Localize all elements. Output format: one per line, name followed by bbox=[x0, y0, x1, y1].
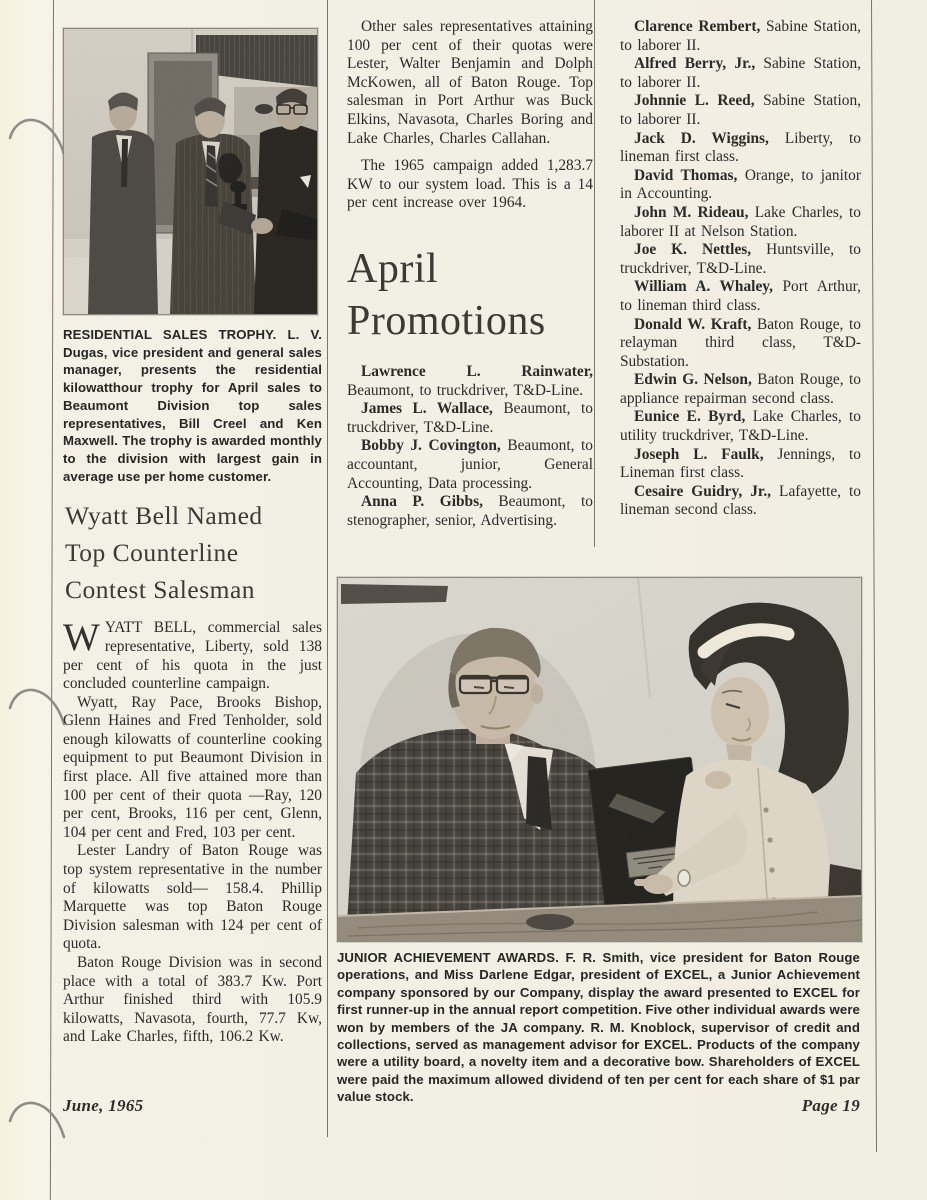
promotion-detail: Beaumont, to truckdriver, T&D-Line. bbox=[347, 400, 593, 436]
promotion-detail: Jennings, to Lineman first class. bbox=[620, 445, 861, 482]
article-paragraph: Other sales representatives attaining 100 per cent of their quotas were Lester, Walter Benjamin and Dolph McKowen, all of Baton Rouge. Top salesman in Port Arthur was Buck Elkins, Navasota, Charles Boring and Lake Charles, Charles Callahan. bbox=[347, 18, 593, 147]
promotion-entry bbox=[620, 55, 861, 92]
binding-ring-icon bbox=[6, 682, 68, 732]
promotion-entry bbox=[347, 437, 593, 493]
promotion-detail: Lake Charles, to utility truckdriver, T&D-Line. bbox=[620, 408, 861, 445]
promotion-entry bbox=[620, 408, 861, 445]
promotion-entry bbox=[620, 167, 861, 204]
promotee-name: Edwin G. Nelson, bbox=[634, 371, 752, 389]
binding-ring-icon bbox=[6, 112, 68, 162]
promotion-detail: Baton Rouge, to appliance repairman second class. bbox=[620, 371, 861, 407]
promotion-detail: Port Arthur, to lineman third class. bbox=[620, 278, 861, 314]
photo2-caption: JUNIOR ACHIEVEMENT AWARDS. F. R. Smith, vice president for Baton Rouge operations, and Miss Darlene Edgar, president of EXCEL, a Junior Achievement company sponsored by our Company, display the award presented to EXCEL for first runner-up in the annual report competition. Five other individual awards were won by members of the JA company. R. M. Knoblock, supervisor of credit and collections, served as management advisor for EXCEL. Products of the company were a utility board, a novelty item and a decorative bow. Shareholders of EXCEL were paid the maximum allowed dividend of ten per cent for each share of $1 par value stock. bbox=[337, 950, 860, 1105]
column-divider-2 bbox=[594, 0, 595, 547]
promotion-entry bbox=[620, 278, 861, 315]
promotion-detail: Beaumont, to truckdriver, T&D-Line. bbox=[347, 381, 584, 399]
promotion-detail: Baton Rouge, to relayman third class, T&D-Substation. bbox=[620, 315, 861, 370]
drop-cap: W bbox=[63, 616, 100, 660]
residential-sales-trophy-photo bbox=[63, 28, 318, 315]
right-edge-rule bbox=[871, 0, 877, 1152]
page-number: Page 19 bbox=[801, 1096, 860, 1115]
promotion-entry bbox=[620, 483, 861, 520]
promotion-entry bbox=[620, 18, 861, 55]
heading-line: Promotions bbox=[347, 297, 546, 344]
promotions-heading bbox=[347, 243, 593, 347]
promotion-detail: Beaumont, to accountant, junior, General Accounting, Data processing. bbox=[347, 437, 593, 492]
promotee-name: Joe K. Nettles, bbox=[634, 241, 752, 259]
promotee-name: James L. Wallace, bbox=[361, 400, 493, 418]
left-edge-rule bbox=[50, 0, 54, 1200]
promotee-name: John M. Rideau, bbox=[634, 203, 749, 221]
article-paragraph: Lester Landry of Baton Rouge was top system representative in the number of kilowatts sold— 158.4. Phillip Marquette was top Baton Rouge Division salesman with 124 per cent of quota. bbox=[63, 842, 322, 953]
promotee-name: Bobby J. Covington, bbox=[361, 437, 501, 455]
binding-ring-icon bbox=[6, 1095, 68, 1145]
promotion-entry bbox=[347, 400, 593, 437]
paragraph-text: YATT BELL, commercial sales representative, Liberty, sold 138 per cent of his quota in the just concluded counterline campaign. bbox=[63, 619, 322, 693]
promotion-entry bbox=[620, 371, 861, 408]
promotee-name: William A. Whaley, bbox=[634, 278, 773, 296]
promotion-entry bbox=[620, 241, 861, 278]
promotion-detail: Lake Charles, to laborer II at Nelson Station. bbox=[620, 203, 861, 240]
middle-column bbox=[347, 18, 593, 530]
headline-line: Top Counterline bbox=[65, 538, 239, 568]
junior-achievement-photo bbox=[337, 577, 862, 942]
promotee-name: Cesaire Guidry, Jr., bbox=[634, 482, 772, 500]
promotion-entry bbox=[347, 363, 593, 400]
promotee-name: Jack D. Wiggins, bbox=[634, 129, 769, 147]
issue-date: June, 1965 bbox=[63, 1096, 144, 1115]
promotion-detail: Beaumont, to stenographer, senior, Advertising. bbox=[347, 493, 593, 529]
article-paragraph: The 1965 campaign added 1,283.7 KW to our system load. This is a 14 per cent increase over 1964. bbox=[347, 157, 593, 212]
promotion-detail: Huntsville, to truckdriver, T&D-Line. bbox=[620, 241, 861, 277]
promotee-name: Donald W. Kraft, bbox=[634, 315, 752, 333]
promotee-name: Anna P. Gibbs, bbox=[361, 493, 483, 511]
promotion-entry bbox=[347, 493, 593, 530]
promotion-entry bbox=[620, 446, 861, 483]
article-paragraph bbox=[63, 616, 322, 693]
promotee-name: Johnnie L. Reed, bbox=[634, 92, 755, 110]
article-paragraph: Wyatt, Ray Pace, Brooks Bishop, Glenn Haines and Fred Tenholder, sold enough kilowatts of counterline cooking equipment to put Beaumont Division in first place. All five attained more than 100 per cent of their quota —Ray, 120 per cent, Brooks, 116 per cent, Glenn, 104 per cent and Fred, 103 per cent. bbox=[63, 693, 322, 841]
promotee-name: Alfred Berry, Jr., bbox=[634, 55, 756, 73]
article-headline bbox=[65, 497, 322, 608]
right-column bbox=[620, 18, 861, 520]
promotee-name: Lawrence L. Rainwater, bbox=[361, 362, 593, 380]
promotion-detail: Sabine Station, to laborer II. bbox=[620, 18, 861, 54]
article-paragraph: Baton Rouge Division was in second place with a total of 383.7 Kw. Port Arthur finished third with 105.9 kilowatts, Navasota, fourth, 77.7 Kw, and Lake Charles, fifth, 106.2 Kw. bbox=[63, 954, 322, 1046]
photo1-caption: RESIDENTIAL SALES TROPHY. L. V. Dugas, vice president and general sales manager, presents the residential kilowatthour trophy for April sales to Beaumont Division top sales representatives, Bill Creel and Ken Maxwell. The trophy is awarded monthly to the division with largest gain in average use per home customer. bbox=[63, 327, 322, 484]
award-display-illustration bbox=[338, 578, 861, 941]
promotee-name: Clarence Rembert, bbox=[634, 18, 761, 35]
promotee-name: David Thomas, bbox=[634, 166, 738, 184]
promotion-entry bbox=[620, 92, 861, 129]
left-column bbox=[63, 28, 322, 1047]
trophy-presentation-illustration bbox=[64, 29, 317, 314]
promotion-detail: Orange, to janitor in Accounting. bbox=[620, 166, 861, 203]
heading-line: April bbox=[347, 245, 439, 292]
promotee-name: Eunice E. Byrd, bbox=[634, 408, 746, 426]
promotee-name: Joseph L. Faulk, bbox=[634, 445, 764, 463]
promotion-entry bbox=[620, 316, 861, 372]
headline-line: Wyatt Bell Named bbox=[65, 501, 263, 531]
column-divider-1 bbox=[327, 0, 328, 1137]
promotion-entry bbox=[620, 204, 861, 241]
promotion-detail: Sabine Station, to laborer II. bbox=[620, 55, 861, 91]
promotion-detail: Sabine Station, to laborer II. bbox=[620, 92, 861, 128]
promotion-entry bbox=[620, 130, 861, 167]
promotion-detail: Lafayette, to lineman second class. bbox=[620, 482, 861, 519]
headline-line: Contest Salesman bbox=[65, 575, 256, 605]
promotion-detail: Liberty, to lineman first class. bbox=[620, 129, 861, 166]
